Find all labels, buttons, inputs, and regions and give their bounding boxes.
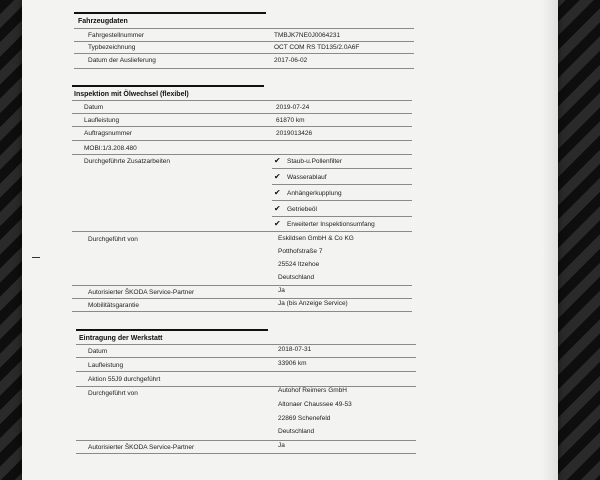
- ws-mileage-value: 33906 km: [278, 360, 307, 367]
- vehicle-title: Fahrzeugdaten: [78, 18, 128, 25]
- insp-date-value: 2019-07-24: [276, 104, 310, 111]
- ws-date-label: Datum: [88, 348, 108, 355]
- ws-done-by-line: Altonaer Chaussee 49-53: [278, 401, 352, 408]
- type-label: Typbezeichnung: [88, 44, 136, 51]
- section-rule: [74, 12, 266, 14]
- ws-done-by-label: Durchgeführt von: [88, 390, 138, 397]
- insp-mobi: MOBI:1/3.208.480: [84, 145, 137, 152]
- extra-item: Anhängerkupplung: [287, 190, 342, 197]
- vin-value: TMBJK7NE0J0064231: [274, 32, 341, 39]
- extra-item: Staub-u.Pollenfilter: [287, 158, 342, 165]
- insp-mileage-label: Laufleistung: [84, 117, 120, 124]
- type-value: OCT COM RS TD135/2.0A6F: [274, 44, 360, 51]
- extra-item: Wasserablauf: [287, 174, 327, 181]
- insp-date-label: Datum: [84, 104, 104, 111]
- delivery-value: 2017-06-02: [274, 57, 308, 64]
- vin-label: Fahrgestellnummer: [88, 32, 144, 39]
- ws-partner-value: Ja: [278, 442, 285, 449]
- ws-done-by-line: 22869 Schenefeld: [278, 415, 331, 422]
- extra-item: Erweiterter Inspektionsumfang: [287, 221, 375, 228]
- insp-partner-value: Ja: [278, 287, 285, 294]
- extra-item: Getriebeöl: [287, 206, 317, 213]
- section-rule: [72, 85, 264, 87]
- section-rule: [76, 329, 268, 331]
- document-page: [22, 0, 558, 480]
- insp-done-by-line: Eskildsen GmbH & Co KG: [278, 235, 354, 242]
- insp-partner-label: Autorisierter ŠKODA Service-Partner: [88, 289, 195, 296]
- extra-work-label: Durchgeführte Zusatzarbeiten: [84, 158, 170, 165]
- ws-done-by-line: Deutschland: [278, 428, 315, 435]
- check-icon: ✔: [274, 156, 281, 165]
- ws-action: Aktion 55J9 durchgeführt: [88, 376, 161, 383]
- ws-done-by-line: Autohof Reimers GmbH: [278, 387, 347, 394]
- ws-partner-label: Autorisierter ŠKODA Service-Partner: [88, 444, 195, 451]
- workshop-title: Eintragung der Werkstatt: [79, 335, 163, 342]
- insp-done-by-line: Potthofstraße 7: [278, 248, 323, 255]
- mobility-label: Mobilitätsgarantie: [88, 302, 139, 309]
- ws-date-value: 2018-07-31: [278, 346, 312, 353]
- insp-order-value: 2019013426: [276, 130, 313, 137]
- check-icon: ✔: [274, 172, 281, 181]
- ws-mileage-label: Laufleistung: [88, 362, 124, 369]
- margin-mark: [32, 257, 40, 258]
- inspection-title: Inspektion mit Ölwechsel (flexibel): [74, 91, 189, 98]
- insp-done-by-line: 25524 Itzehoe: [278, 261, 320, 268]
- insp-done-by-line: Deutschland: [278, 274, 315, 281]
- delivery-label: Datum der Auslieferung: [88, 57, 156, 64]
- check-icon: ✔: [274, 188, 281, 197]
- check-icon: ✔: [274, 219, 281, 228]
- insp-done-by-label: Durchgeführt von: [88, 236, 138, 243]
- insp-order-label: Auftragsnummer: [84, 130, 133, 137]
- mobility-value: Ja (bis Anzeige Service): [278, 300, 348, 307]
- check-icon: ✔: [274, 204, 281, 213]
- insp-mileage-value: 61870 km: [276, 117, 305, 124]
